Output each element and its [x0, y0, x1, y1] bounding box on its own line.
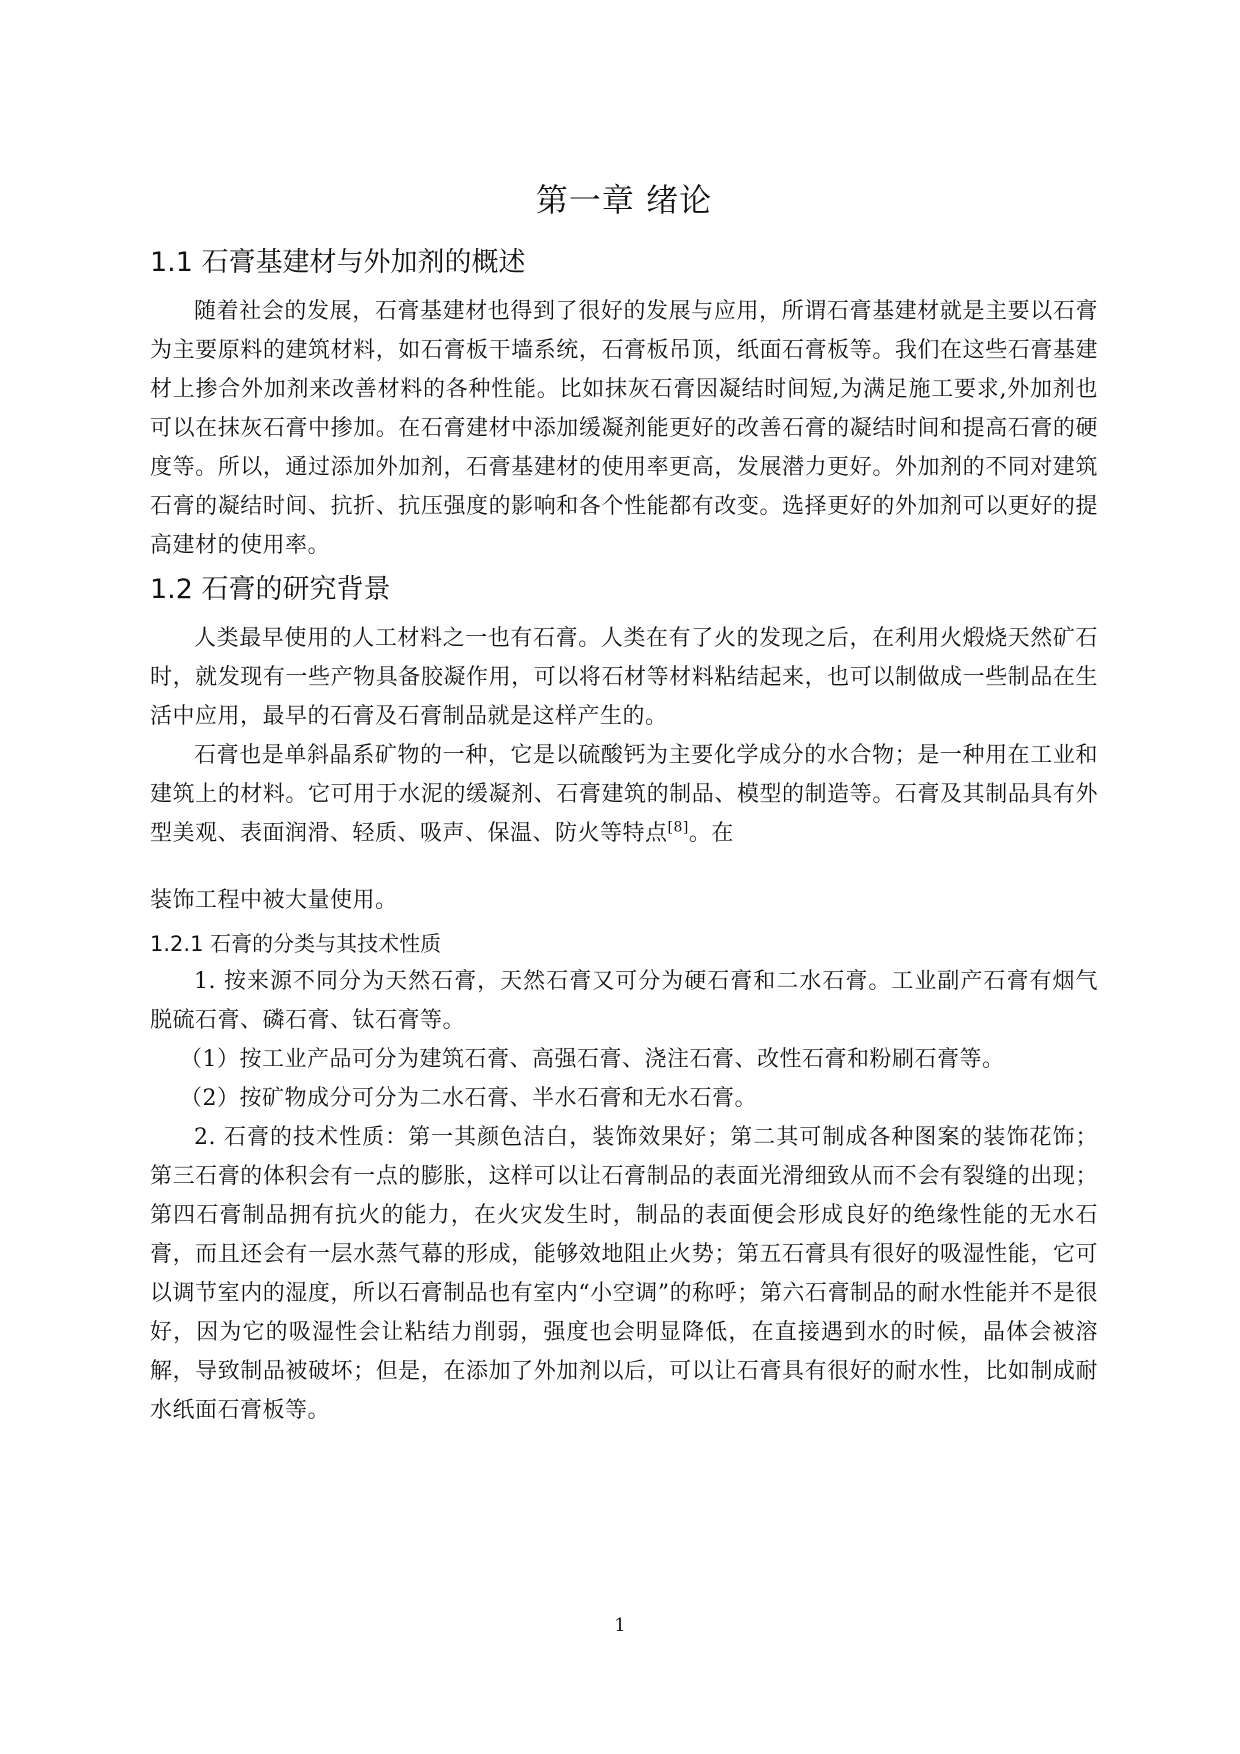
- classification-sub-item-1: （1）按工业产品可分为建筑石膏、高强石膏、浇注石膏、改性石膏和粉刷石膏等。: [180, 1047, 1005, 1072]
- section-heading-1-2-1: 1.2.1 石膏的分类与其技术性质: [150, 932, 442, 956]
- section-1-2-paragraph-1: 人类最早使用的人工材料之一也有石膏。人类在有了火的发现之后，在利用火煅烧天然矿石时，就发现有一些产物具备胶凝作用，可以将石材等材料粘结起来，也可以制做成一些制品在生活中应用，最早的石膏及石膏制品就是这样产生的。: [150, 626, 1098, 729]
- section-1-2-paragraph-2: [150, 736, 1098, 853]
- page-number: 1: [614, 1615, 626, 1636]
- paragraph-2-tail: 。在: [688, 821, 734, 846]
- paragraph-gap: [150, 853, 1098, 881]
- classification-sub-item-2: （2）按矿物成分可分为二水石膏、半水石膏和无水石膏。: [180, 1086, 757, 1111]
- classification-item-1: 1. 按来源不同分为天然石膏，天然石膏又可分为硬石膏和二水石膏。工业副产石膏有烟气脱硫石膏、磷石膏、钛石膏等。: [150, 969, 1098, 1033]
- paragraph-2-text: 石膏也是单斜晶系矿物的一种，它是以硫酸钙为主要化学成分的水合物；是一种用在工业和建筑上的材料。它可用于水泥的缓凝剂、石膏建筑的制品、模型的制造等。石膏及其制品具有外型美观、表面润滑、轻质、吸声、保温、防火等特点: [150, 743, 1098, 846]
- section-1-2-paragraph-2-continued: 装饰工程中被大量使用。: [150, 888, 398, 913]
- technical-properties-item-2: 2. 石膏的技术性质：第一其颜色洁白，装饰效果好；第二其可制成各种图案的装饰花饰；第三石膏的体积会有一点的膨胀，这样可以让石膏制品的表面光滑细致从而不会有裂缝的出现；第四石膏制品拥有抗火的能力，在火灾发生时，制品的表面便会形成良好的绝缘性能的无水石膏，而且还会有一层水蒸气幕的形成，能够效地阻止火势；第五石膏具有很好的吸湿性能，它可以调节室内的湿度，所以石膏制品也有室内“小空调”的称呼；第六石膏制品的耐水性能并不是很好，因为它的吸湿性会让粘结力削弱，强度也会明显降低，在直接遇到水的时候，晶体会被溶解，导致制品被破坏；但是，在添加了外加剂以后，可以让石膏具有很好的耐水性，比如制成耐水纸面石膏板等。: [150, 1125, 1098, 1423]
- section-heading-1-2: 1.2 石膏的研究背景: [150, 574, 391, 605]
- chapter-title: 第一章 绪论: [535, 181, 713, 219]
- page-body: [150, 178, 1098, 1430]
- section-heading-1-1: 1.1 石膏基建材与外加剂的概述: [150, 247, 526, 278]
- citation-reference: [8]: [667, 819, 689, 836]
- section-1-1-paragraph: 随着社会的发展，石膏基建材也得到了很好的发展与应用，所谓石膏基建材就是主要以石膏为主要原料的建筑材料，如石膏板干墙系统，石膏板吊顶，纸面石膏板等。我们在这些石膏基建材上掺合外加剂来改善材料的各种性能。比如抹灰石膏因凝结时间短,为满足施工要求,外加剂也可以在抹灰石膏中掺加。在石膏建材中添加缓凝剂能更好的改善石膏的凝结时间和提高石膏的硬度等。所以，通过添加外加剂，石膏基建材的使用率更高，发展潜力更好。外加剂的不同对建筑石膏的凝结时间、抗折、抗压强度的影响和各个性能都有改变。选择更好的外加剂可以更好的提高建材的使用率。: [150, 299, 1098, 558]
